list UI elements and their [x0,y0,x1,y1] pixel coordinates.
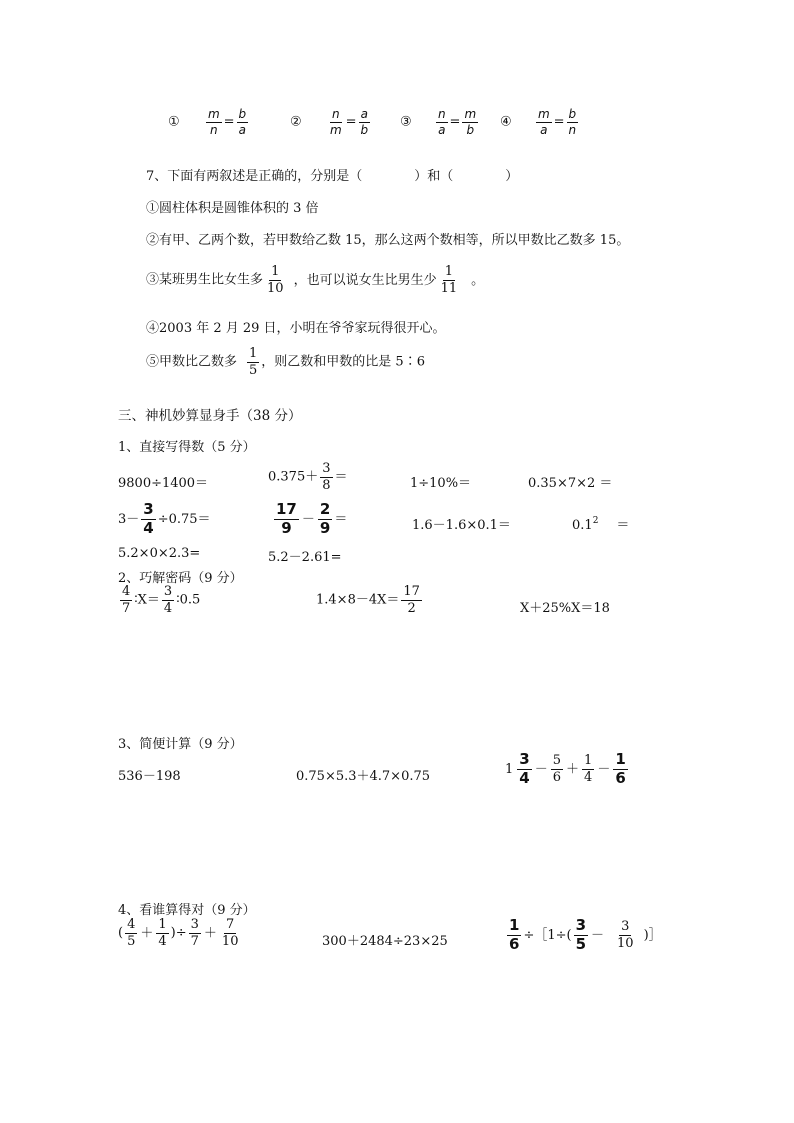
expr-1-9: 5.2×0×2.3= [118,546,201,561]
fraction: $\frac{1}{5}$ [249,346,258,378]
fraction: $\frac{n}{m}$ [329,107,342,137]
q7-statement-2: ②有甲、乙两个数，若甲数给乙数 15，那么这两个数相等，所以甲数比乙数多 15。 [146,233,630,248]
expr-2-3: X＋25%X＝18 [520,601,610,616]
expr-1-10: 5.2－2.61= [268,550,342,565]
option-3: ③ $\frac{n}{a}$ = $\frac{m}{b}$ [400,107,477,137]
q7-statement-4: ④2003 年 2 月 29 日，小明在爷爷家玩得很开心。 [146,321,446,336]
expr-1-6: $\frac{17}{9}$ － $\frac{2}{9}$ ＝ [276,500,348,537]
fraction: $\frac{1}{6}$ [509,916,520,953]
fraction: $\frac{3}{4}$ [519,750,530,787]
fraction: $\frac{m}{a}$ [537,107,550,137]
expr-3-1: 536－198 [118,769,181,784]
option-4: ④ $\frac{m}{a}$ = $\frac{b}{n}$ [500,107,577,137]
fraction: $\frac{3}{5}$ [575,916,587,953]
fraction: $\frac{7}{10}$ [221,917,239,949]
fraction: $\frac{17}{2}$ [403,584,420,616]
expr-1-4: 0.35×7×2 ＝ [528,476,613,491]
fraction: $\frac{3}{7}$ [190,917,199,949]
option-label: ① [168,114,180,130]
expr-2-1: $\frac{4}{7}$ ∶X＝ $\frac{3}{4}$ ∶0.5 [122,584,201,616]
option-label: ④ [500,114,512,130]
fraction: $\frac{n}{a}$ [437,107,446,137]
fraction: $\frac{1}{10}$ [267,264,284,296]
part-2-title: 2、巧解密码（9 分） [118,571,243,586]
fraction: $\frac{1}{11}$ [440,264,458,296]
expr-1-1: 9800÷1400＝ [118,476,209,491]
fraction: $\frac{1}{4}$ [584,753,593,785]
fraction: $\frac{5}{6}$ [552,753,562,785]
fraction: $\frac{17}{9}$ [276,500,297,537]
expr-4-2: 300＋2484÷23×25 [322,934,448,949]
part-4-title: 4、看谁算得对（9 分） [118,903,256,918]
option-label: ③ [400,114,412,130]
fraction: $\frac{3}{4}$ [163,584,173,616]
option-2: ② $\frac{n}{m}$ = $\frac{a}{b}$ [290,107,369,137]
q7-statement-3: ③某班男生比女生多 $\frac{1}{10}$ ，也可以说女生比男生少 $\frac{1}{11}$ 。 [146,264,485,296]
expr-3-2: 0.75×5.3＋4.7×0.75 [296,769,431,784]
expr-2-2: 1.4×8－4X＝ $\frac{17}{2}$ [316,584,420,616]
fraction: $\frac{3}{4}$ [143,500,154,537]
q7-statement-5: ⑤甲数比乙数多 $\frac{1}{5}$ ，则乙数和甲数的比是 5∶6 [146,346,425,378]
options-row [168,108,588,148]
fraction: $\frac{a}{b}$ [360,107,369,137]
fraction: $\frac{b}{a}$ [238,107,247,137]
part-1-title: 1、直接写得数（5 分） [118,440,256,455]
fraction: $\frac{3}{8}$ [322,461,331,493]
fraction: $\frac{b}{n}$ [568,107,577,137]
expr-4-1: ( $\frac{4}{5}$ ＋ $\frac{1}{4}$ )÷ $\frac{3}{7}$ ＋ $\frac{7}{10}$ [118,917,239,949]
expr-3-3: 1 $\frac{3}{4}$ － $\frac{5}{6}$ ＋ $\frac{1}{4}$ － $\frac{1}{6}$ [505,750,626,787]
q7-stem: 7、下面有两叙述是正确的，分别是（ ）和（ ） [146,169,519,184]
fraction: $\frac{2}{9}$ [319,500,331,537]
fraction: $\frac{1}{4}$ [158,917,167,949]
part-3-title: 3、简便计算（9 分） [118,737,243,752]
fraction: $\frac{4}{5}$ [127,917,136,949]
expr-4-3: $\frac{1}{6}$ ÷［1÷( $\frac{3}{5}$ － $\frac{3}{10}$ )］ [509,916,662,953]
expr-1-3: 1÷10%＝ [410,476,472,491]
fraction: $\frac{1}{6}$ [615,750,626,787]
expr-1-2: 0.375＋ $\frac{3}{8}$ ＝ [268,461,348,493]
q7-statement-1: ①圆柱体积是圆锥体积的 3 倍 [146,201,319,216]
expr-1-5: 3－ $\frac{3}{4}$ ÷0.75＝ [118,500,211,537]
fraction: $\frac{3}{10}$ [617,919,634,951]
option-label: ② [290,114,302,130]
fraction: $\frac{m}{n}$ [207,107,220,137]
fraction: $\frac{m}{b}$ [464,107,477,137]
section-3-title: 三、神机妙算显身手（38 分） [118,408,302,424]
fraction: $\frac{4}{7}$ [122,584,131,616]
option-1: ① $\frac{m}{n}$ = $\frac{b}{a}$ [168,107,247,137]
expr-1-8: $0.1^2$ ＝ [572,516,630,533]
expr-1-7: 1.6－1.6×0.1＝ [412,518,511,533]
